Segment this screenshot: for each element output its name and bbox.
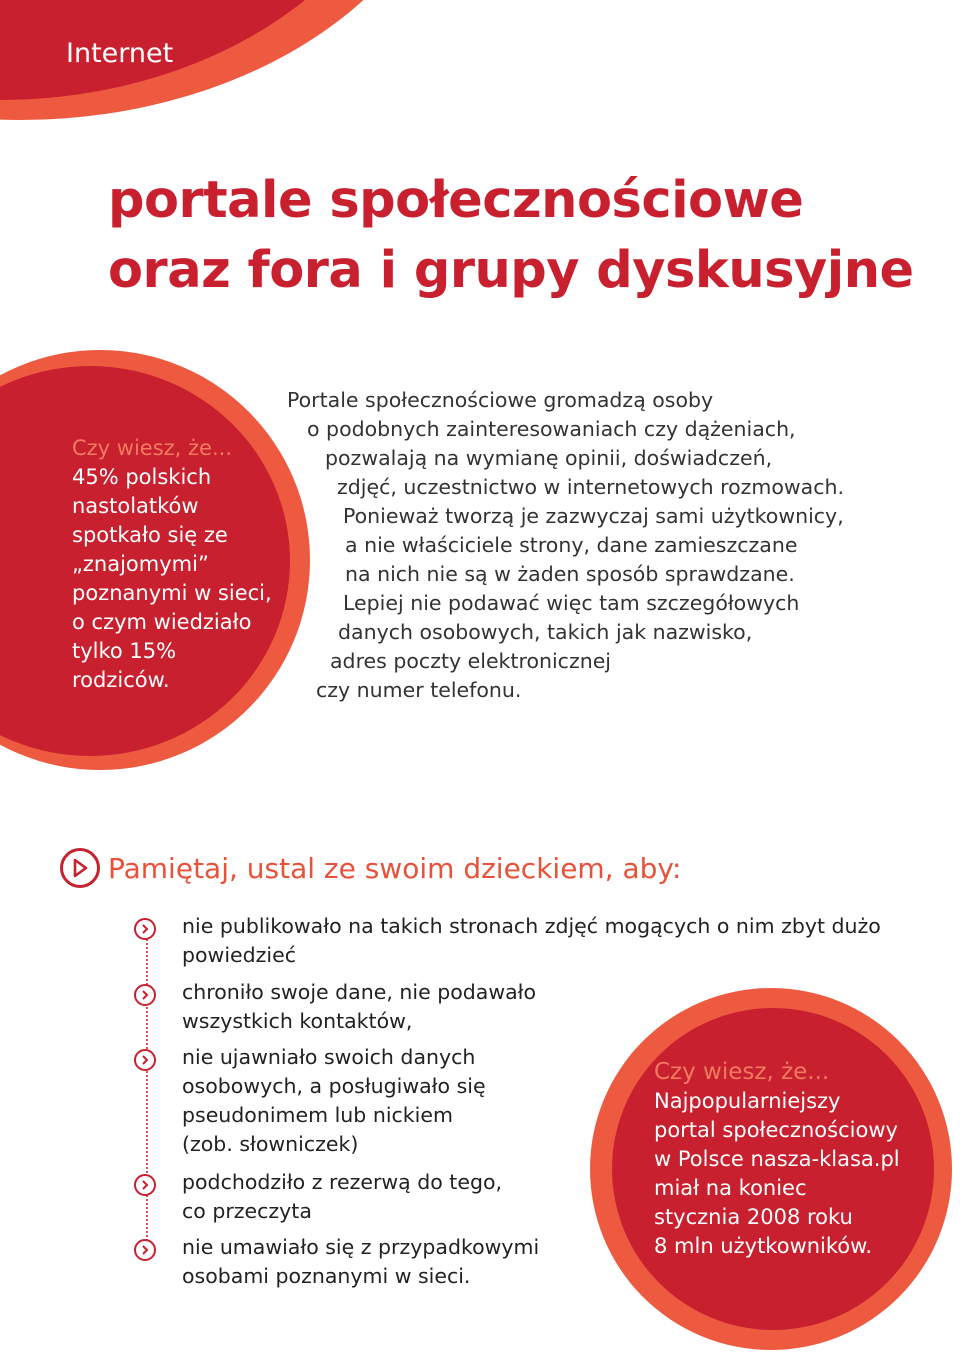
fact-left-line: o czym wiedziało [72, 610, 252, 634]
fact-left-line: rodziców. [72, 668, 170, 692]
intro-line: Portale społecznościowe gromadzą osoby [287, 388, 714, 412]
list-item-line: nie umawiało się z przypadkowymi [182, 1235, 540, 1259]
intro-line: Ponieważ tworzą je zazwyczaj sami użytkownicy, [343, 504, 844, 528]
intro-line: o podobnych zainteresowaniach czy dążeniach, [307, 417, 796, 441]
remember-title: Pamiętaj, ustal ze swoim dzieckiem, aby: [108, 851, 682, 885]
fact-right-line: portal społecznościowy [654, 1118, 898, 1142]
bullet-connector-line [146, 928, 148, 1253]
page-title-line-1: portale społecznościowe [108, 171, 804, 230]
fact-right-line: miał na koniec [654, 1176, 807, 1200]
section-label: Internet [66, 38, 174, 69]
list-item-text [182, 1043, 486, 1159]
intro-line: czy numer telefonu. [316, 678, 522, 702]
chevron-right-icon [134, 984, 156, 1006]
fact-box-right [654, 1058, 924, 1261]
list-item-line: nie publikowało na takich stronach zdjęć mogących o nim zbyt dużo [182, 914, 881, 938]
list-item-line: nie ujawniało swoich danych [182, 1045, 476, 1069]
list-item-text [182, 1168, 502, 1226]
fact-left-line: 45% polskich [72, 465, 212, 489]
fact-right-line: Najpopularniejszy [654, 1089, 841, 1113]
fact-box-left [72, 434, 312, 695]
chevron-right-icon [134, 918, 156, 940]
list-item-text [182, 978, 536, 1036]
intro-line: na nich nie są w żaden sposób sprawdzane. [345, 562, 795, 586]
list-item-line: podchodziło z rezerwą do tego, [182, 1170, 503, 1194]
fact-left-line: nastolatków [72, 494, 199, 518]
chevron-right-icon [134, 1049, 156, 1071]
intro-line: a nie właściciele strony, dane zamieszczane [345, 533, 798, 557]
fact-left-heading: Czy wiesz, że... [72, 436, 233, 460]
fact-left-line: poznanymi w sieci, [72, 581, 272, 605]
list-item-line: pseudonimem lub nickiem [182, 1103, 453, 1127]
intro-line: adres poczty elektronicznej [330, 649, 612, 673]
list-item-line: powiedzieć [182, 943, 296, 967]
list-item-line: (zob. słowniczek) [182, 1132, 359, 1156]
intro-line: Lepiej nie podawać więc tam szczegółowych [343, 591, 800, 615]
fact-left-line: spotkało się ze [72, 523, 228, 547]
intro-line: zdjęć, uczestnictwo w internetowych rozmowach. [337, 475, 845, 499]
list-item-line: co przeczyta [182, 1199, 312, 1223]
list-item-line: wszystkich kontaktów, [182, 1009, 413, 1033]
list-item-line: osobami poznanymi w sieci. [182, 1264, 471, 1288]
chevron-right-icon [134, 1239, 156, 1261]
play-circle-icon [60, 848, 100, 888]
intro-line: pozwalają na wymianę opinii, doświadczeń, [325, 446, 773, 470]
fact-left-line: „znajomymi” [72, 552, 209, 576]
list-item-line: chroniło swoje dane, nie podawało [182, 980, 537, 1004]
page-title-line-2: oraz fora i grupy dyskusyjne [108, 241, 914, 300]
fact-right-heading: Czy wiesz, że... [654, 1059, 830, 1085]
fact-right-line: 8 mln użytkowników. [654, 1234, 873, 1258]
list-item-line: osobowych, a posługiwało się [182, 1074, 486, 1098]
fact-right-line: w Polsce nasza-klasa.pl [654, 1147, 900, 1171]
fact-right-line: stycznia 2008 roku [654, 1205, 853, 1229]
list-item-text [182, 912, 881, 970]
fact-left-line: tylko 15% [72, 639, 177, 663]
page-title [108, 166, 914, 306]
remember-heading [60, 846, 681, 890]
intro-line: danych osobowych, takich jak nazwisko, [338, 620, 753, 644]
chevron-right-icon [134, 1174, 156, 1196]
list-item-text [182, 1233, 539, 1291]
